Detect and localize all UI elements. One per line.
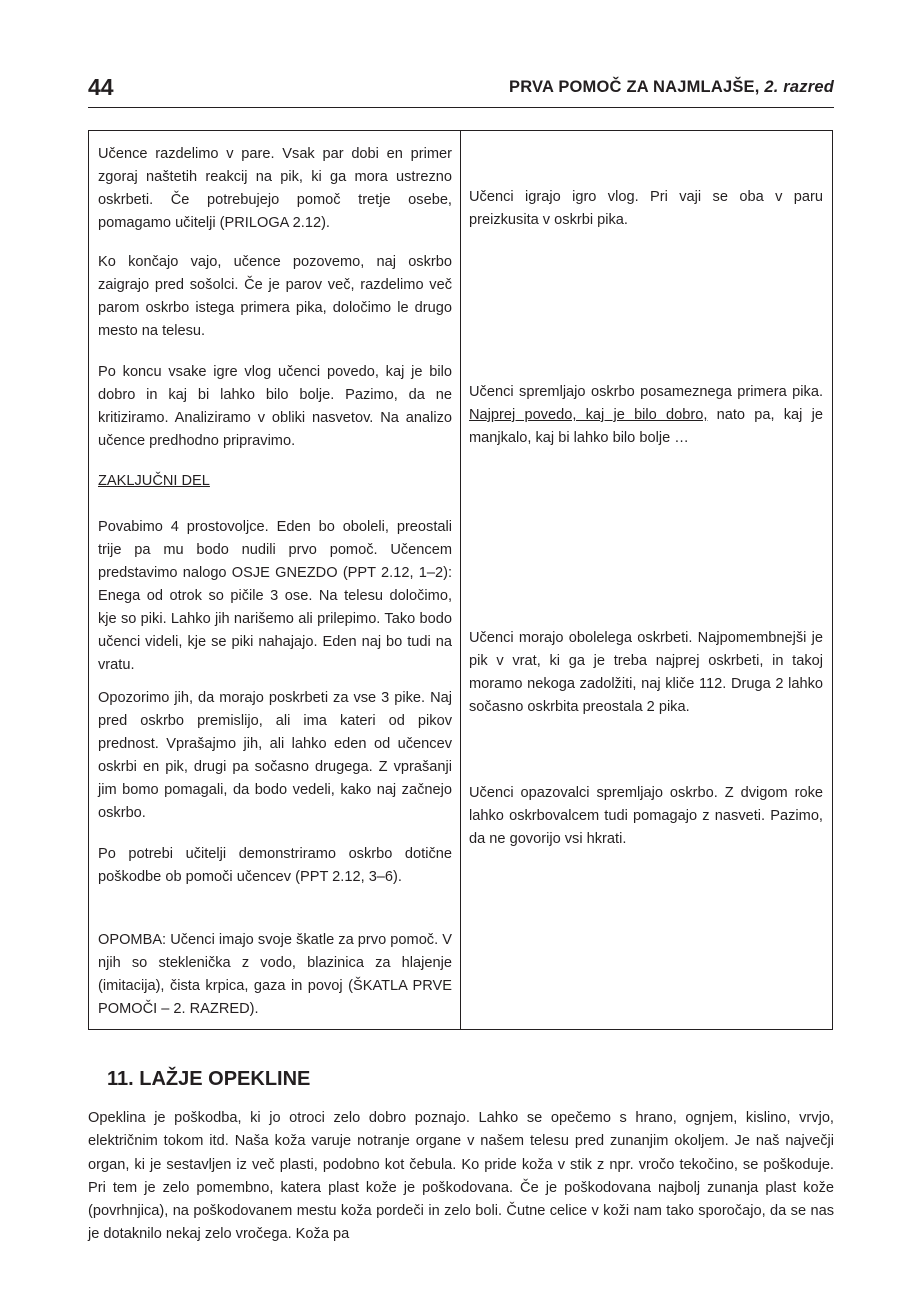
- page-number: 44: [88, 74, 114, 100]
- right-paragraph-treat: Učenci morajo obolelega oskrbeti. Najpomembnejši je pik v vrat, ki ga je treba najprej oskrbeti, in takoj moramo nekoga zadolžiti, naj kliče 112. Druga 2 lahko sočasno oskrbita preostala 2 pika.: [469, 630, 823, 715]
- left-paragraph-volunteers: Povabimo 4 prostovoljce. Eden bo oboleli, preostali trije pa mu bodo nudili prvo pomoč. Učencem predstavimo nalogo OSJE GNEZDO (PPT 2.12, 1–2): Enega od otrok so pičile 3 ose. Na telesu določimo, kje so piki. Lahko jih narišemo ali prilepimo. Tako bodo učenci videli, kje se piki nahajajo. Eden naj bo tudi na vratu.: [98, 519, 452, 673]
- left-paragraph-feedback: Po koncu vsake igre vlog učenci povedo, kaj je bilo dobro in kaj bi lahko bilo bolje. Pazimo, da ne kritiziramo. Analiziramo v obliki nasvetov. Na analizo učence predhodno pripravimo.: [98, 364, 452, 449]
- left-paragraph-pairs: Učence razdelimo v pare. Vsak par dobi en primer zgoraj naštetih reakcij na pik, ki ga mora ustrezno oskrbeti. Če potrebujejo pomoč tretje osebe, pomagamo učitelji (PRILOGA 2.12).: [98, 146, 452, 231]
- left-paragraph-demonstration: Po potrebi učitelji demonstriramo oskrbo dotične poškodbe ob pomoči učencev (PPT 2.12, 3–6).: [98, 846, 452, 885]
- left-paragraph-present: Ko končajo vajo, učence pozovemo, naj oskrbo zaigrajo pred sošolci. Če je parov več, razdelimo več parom oskrbo istega primera pika, določimo le drugo mesto na telesu.: [98, 254, 452, 339]
- column-divider: [460, 131, 461, 1029]
- right-observe-text-end: nato pa, kaj je manjkalo, kaj bi lahko bilo bolje …: [469, 407, 823, 446]
- running-title-main: PRVA POMOČ ZA NAJMLAJŠE,: [509, 78, 760, 96]
- header-rule: [88, 107, 834, 108]
- left-paragraph-note: OPOMBA: Učenci imajo svoje škatle za prvo pomoč. V njih so steklenička z vodo, blazinica za hlajenje (imitacija), čista krpica, gaza in povoj (ŠKATLA PRVE POMOČI – 2. RAZRED).: [98, 932, 452, 1017]
- right-paragraph-roleplay: Učenci igrajo igro vlog. Pri vaji se oba v paru preizkusita v oskrbi pika.: [469, 189, 823, 228]
- right-paragraph-observers: Učenci opazovalci spremljajo oskrbo. Z dvigom roke lahko oskrbovalcem tudi pomagajo z nasveti. Pazimo, da ne govorijo vsi hkrati.: [469, 785, 823, 847]
- running-title-grade: 2. razred: [764, 78, 834, 96]
- right-observe-text-start: Učenci spremljajo oskrbo posameznega primera pika.: [469, 384, 823, 400]
- left-paragraph-warning: Opozorimo jih, da morajo poskrbeti za vse 3 pike. Naj pred oskrbo premislijo, ali ima kateri od pikov prednost. Vprašajmo jih, ali lahko eden od učencev oskrbi en pik, drugi pa sočasno drugega. Z vprašanji jim bomo pomagali, da bodo vedeli, kako naj začnejo oskrbo.: [98, 690, 452, 821]
- section-body-text: Opeklina je poškodba, ki jo otroci zelo dobro poznajo. Lahko se opečemo s hrano, ognjem, kislino, vrvjo, električnim tokom itd. Naša koža varuje notranje organe v našem telesu pred zunanjim okoljem. Je naš največji organ, ki je sestavljen iz več plasti, podobno kot čebula. Ko pride koža v stik z npr. vročo tekočino, se poškoduje. Pri tem je zelo pomembno, katera plast kože je poškodovana. Če je poškodovana najbolj zunanja plast kože (povrhnjica), na poškodovanem mestu koža pordeči in zelo boli. Čutne celice v koži nam tako sporočajo, da se nas je dotaknilo nekaj zelo vročega. Koža pa: [88, 1110, 834, 1243]
- section-heading: 11. LAŽJE OPEKLINE: [107, 1068, 311, 1090]
- running-header: [88, 74, 834, 104]
- section-label-closing: ZAKLJUČNI DEL: [98, 473, 210, 489]
- lesson-table: [88, 130, 833, 1030]
- right-observe-underlined: Najprej povedo, kaj je bilo dobro,: [469, 407, 708, 423]
- right-paragraph-observe: [469, 381, 823, 450]
- running-title: [509, 78, 834, 97]
